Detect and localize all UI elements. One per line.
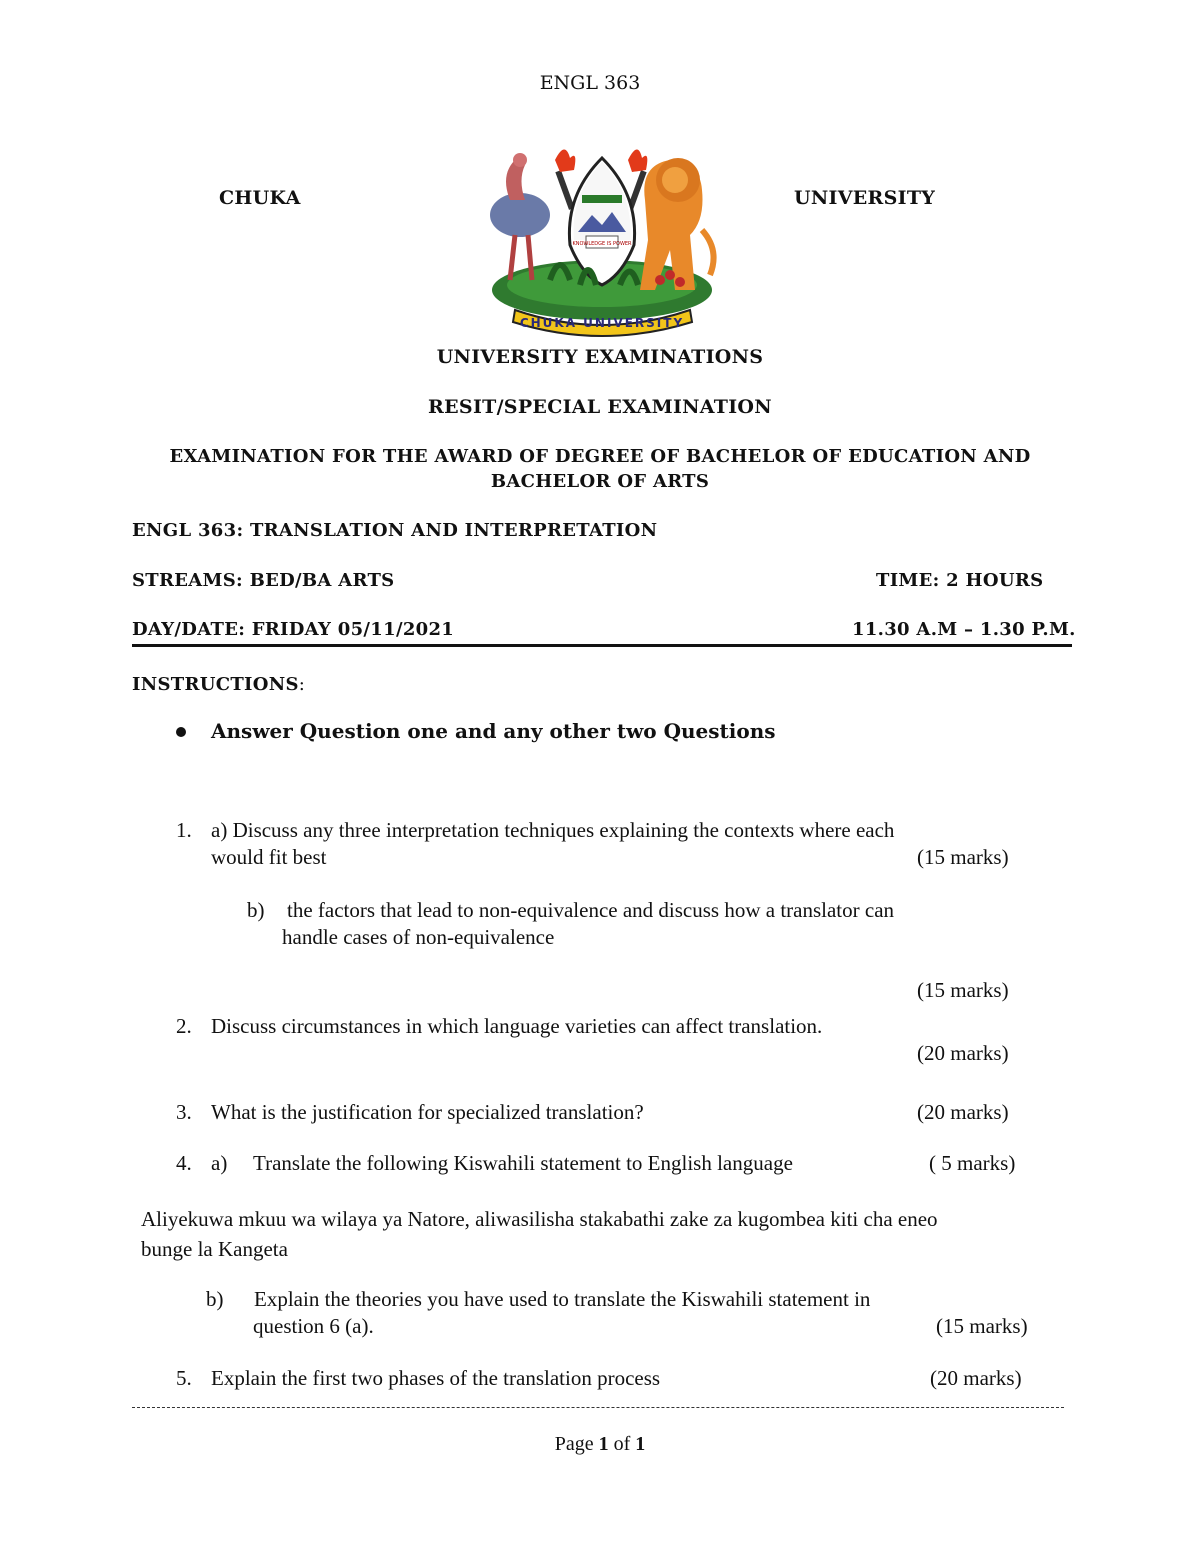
q2-number: 2. [176,1014,192,1038]
instructions-heading [132,674,305,695]
title-award-line1: EXAMINATION FOR THE AWARD OF DEGREE OF BACHELOR OF EDUCATION AND [169,446,1031,467]
q4a-marks: ( 5 marks) [929,1151,1016,1175]
page-total: 1 [635,1433,646,1455]
header-divider [132,644,1072,647]
q1b-label: b) [247,898,265,922]
q4a-label: a) [211,1151,228,1175]
page-footer [0,1433,1200,1456]
instruction-item: Answer Question one and any other two Questions [211,719,776,743]
svg-text:CHUKA UNIVERSITY: CHUKA UNIVERSITY [519,316,685,330]
q4-statement-line2: bunge la Kangeta [141,1237,288,1261]
q5-text: Explain the first two phases of the translation process [211,1366,661,1390]
instruction-bullet [176,727,186,737]
time-label: TIME: 2 HOURS [876,570,1044,591]
q4b-marks: (15 marks) [936,1314,1028,1338]
q3-number: 3. [176,1100,192,1124]
q1b-text-line2: handle cases of non-equivalence [282,925,555,949]
q1-number: 1. [176,818,192,842]
q4b-text-line1: Explain the theories you have used to translate the Kiswahili statement in [254,1287,871,1311]
q1b-marks: (15 marks) [917,978,1009,1002]
q2-text: Discuss circumstances in which language varieties can affect translation. [211,1014,823,1038]
q3-marks: (20 marks) [917,1100,1009,1124]
university-name-right: UNIVERSITY [794,187,936,209]
exam-hours-label: 11.30 A.M – 1.30 P.M. [852,619,1076,640]
q4-statement-line1: Aliyekuwa mkuu wa wilaya ya Natore, aliwasilisha stakabathi zake za kugombea kiti cha eneo [141,1207,938,1231]
university-crest-logo [470,140,732,340]
q4a-text: Translate the following Kiswahili statement to English language [253,1151,793,1175]
page-number: 1 [598,1433,609,1455]
course-title: ENGL 363: TRANSLATION AND INTERPRETATION [132,520,658,541]
university-name-left: CHUKA [219,187,301,209]
instructions-label: INSTRUCTIONS [132,674,299,695]
q1a-text-line2: would fit best [211,845,327,869]
q1a-text-line1: a) Discuss any three interpretation techniques explaining the contexts where each [211,818,895,842]
instructions-colon: : [298,674,306,695]
q4b-label: b) [206,1287,224,1311]
course-code-header: ENGL 363 [539,72,641,94]
svg-text:KNOWLEDGE IS POWER: KNOWLEDGE IS POWER [572,241,632,247]
footer-divider [132,1407,1064,1408]
title-university-examinations: UNIVERSITY EXAMINATIONS [436,346,764,368]
day-date-label: DAY/DATE: FRIDAY 05/11/2021 [132,619,455,640]
q4b-text-line2: question 6 (a). [253,1314,374,1338]
q3-text: What is the justification for specialized translation? [211,1100,644,1124]
q2-marks: (20 marks) [917,1041,1009,1065]
q5-marks: (20 marks) [930,1366,1022,1390]
q1a-marks: (15 marks) [917,845,1009,869]
page-word: Page [554,1433,594,1455]
streams-label: STREAMS: BED/BA ARTS [132,570,395,591]
title-award-line2: BACHELOR OF ARTS [490,471,710,492]
q1b-text-line1: the factors that lead to non-equivalence and discuss how a translator can [287,898,895,922]
q5-number: 5. [176,1366,192,1390]
q4-number: 4. [176,1151,192,1175]
title-resit-special: RESIT/SPECIAL EXAMINATION [428,396,772,418]
of-word: of [613,1433,631,1455]
